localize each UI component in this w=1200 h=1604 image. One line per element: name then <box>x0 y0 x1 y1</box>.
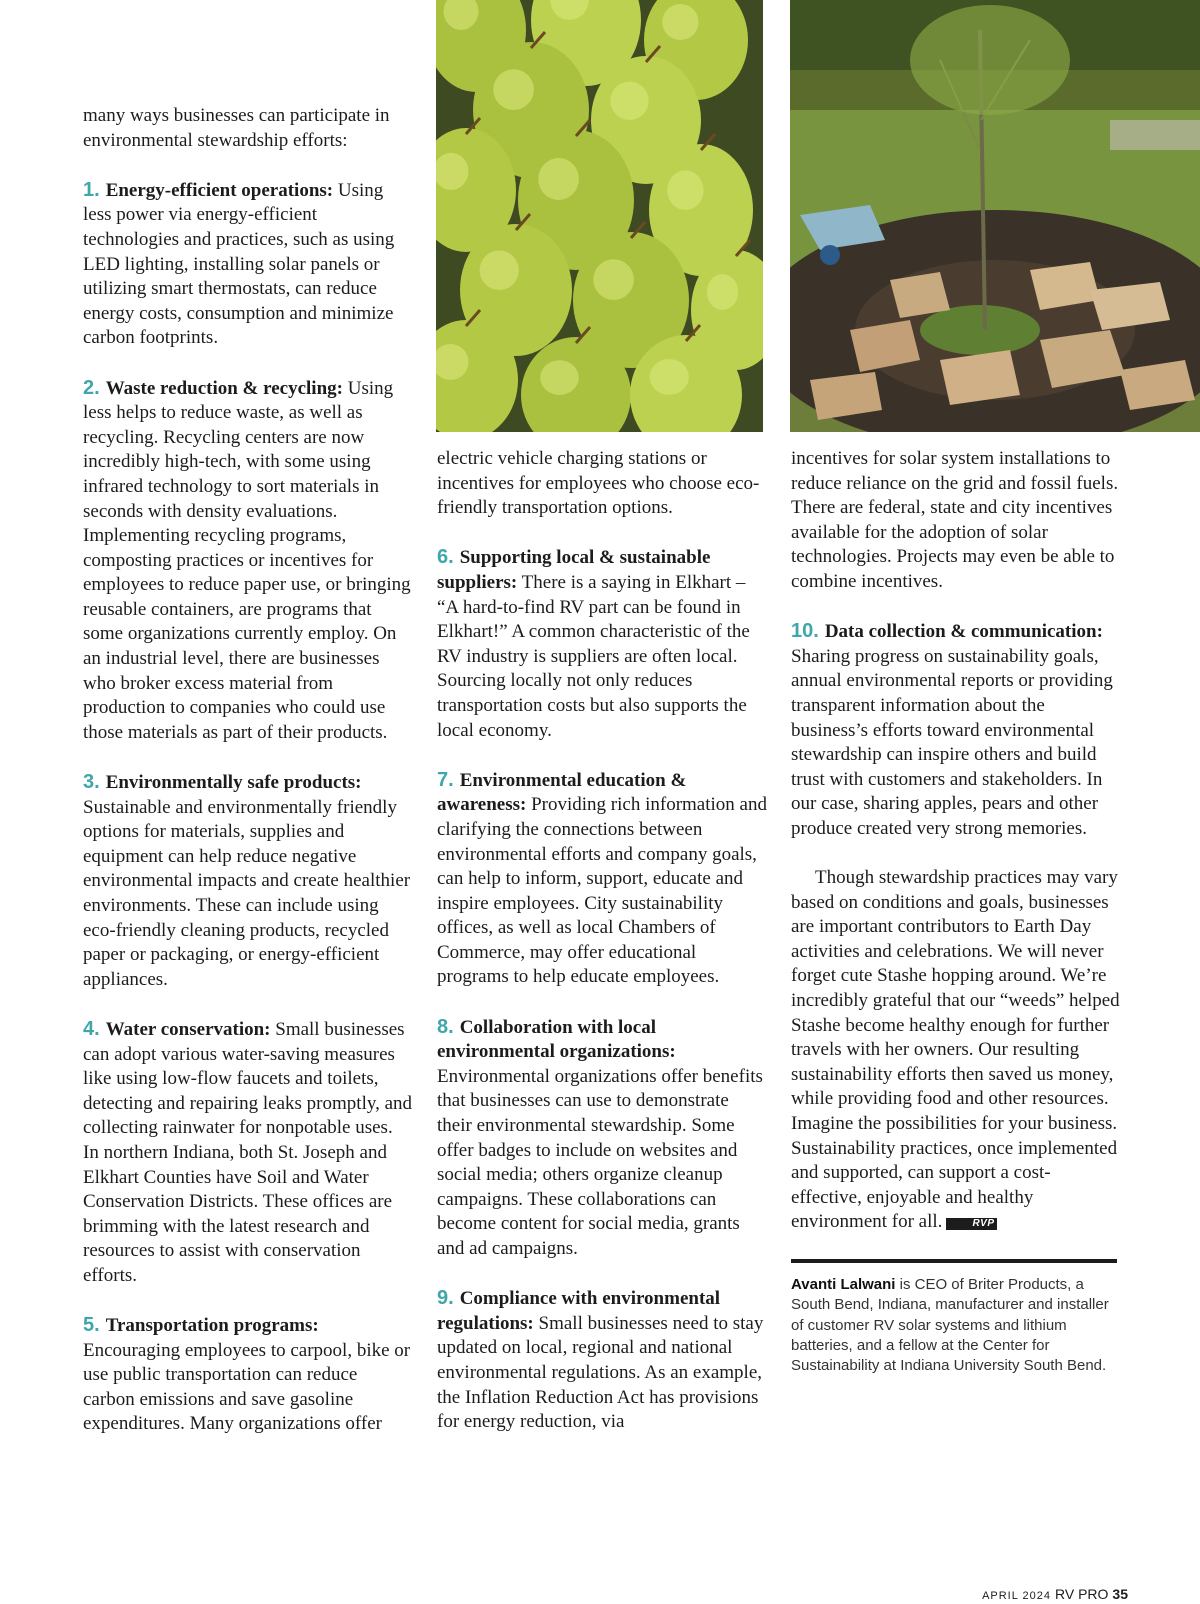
closing-text: Though stewardship practices may vary based on conditions and goals, businesses are important contributors to Earth Day activities and celebrations. We will never forget cute Stashe hopping around. We’re incredibly grateful that our “weeds” helped Stashe become healthy enough for further travels with her owners. Our resulting sustainability efforts then saved us money, while providing food and other resources. Imagine the possibilities for your business. Sustainability practices, once implemented and supported, can support a cost-effective, enjoyable and healthy environment for all. <box>791 867 1120 1233</box>
intro-paragraph: many ways businesses can participate in environmental stewardship efforts: <box>83 105 390 151</box>
tree-illustration <box>790 0 1200 432</box>
bio-divider <box>791 1259 1117 1263</box>
item-heading: Environmentally safe products: <box>105 772 362 794</box>
list-item-5 <box>83 1313 413 1437</box>
item-number: 1. <box>83 178 100 201</box>
item-heading: Compliance with environmental regulations: <box>437 1288 721 1334</box>
item-heading: Supporting local & sustainable suppliers: <box>437 547 711 593</box>
page-footer <box>982 1586 1128 1604</box>
item-heading: Environmental education & awareness: <box>437 769 687 816</box>
pears-photo <box>436 0 763 432</box>
item-number: 3. <box>83 771 100 794</box>
column-3 <box>791 447 1121 1376</box>
column-2 <box>437 447 767 1459</box>
item-number: 4. <box>83 1017 100 1040</box>
list-item-2 <box>83 376 413 746</box>
item-number: 10. <box>791 620 819 643</box>
item-body: Small businesses need to stay updated on local, regional and national environmental regulations. As an example, the Inflation Reduction Act has provisions for energy reduction, via <box>437 1312 764 1433</box>
item-heading: Transportation programs: <box>105 1315 319 1337</box>
list-item-6 <box>437 545 767 743</box>
author-bio <box>791 1275 1121 1376</box>
column-1 <box>83 104 413 1462</box>
item-number: 5. <box>83 1314 100 1337</box>
list-item-10 <box>791 619 1121 841</box>
item-body: Environmental organizations offer benefits that businesses can use to demonstrate their environmental stewardship. Some offer badges to include on websites and social media; others organize cleanup campaigns. These collaborations can become content for social media, grants and ad campaigns. <box>437 1065 763 1259</box>
item-body: Small businesses can adopt various water-saving measures like using low-flow faucets and toilets, detecting and repairing leaks promptly, and collecting rainwater for nonpotable uses. In northern Indiana, both St. Joseph and Elkhart Counties have Soil and Water Conservation Districts. These offices are brimming with the latest research and resources to assist with conservation efforts. <box>83 1018 413 1286</box>
continuation-paragraph: electric vehicle charging stations or incentives for employees who choose eco-friendly transportation options. <box>437 448 760 519</box>
item-body: Using less power via energy-efficient technologies and practices, such as using LED lighting, installing solar panels or utilizing smart thermostats, can reduce energy costs, consumption and minimize carbon footprints. <box>83 179 395 349</box>
continuation-paragraph: incentives for solar system installations to reduce reliance on the grid and fossil fuels. There are federal, state and city incentives available for the adoption of solar technologies. Projects may even be able to combine incentives. <box>791 448 1119 592</box>
magazine-name: RV PRO <box>1054 1586 1109 1602</box>
list-item-4 <box>83 1017 413 1289</box>
item-number: 9. <box>437 1287 454 1310</box>
item-number: 2. <box>83 376 100 399</box>
list-item-9 <box>437 1286 767 1435</box>
item-heading: Data collection & communication: <box>824 621 1103 643</box>
closing-paragraph <box>791 866 1121 1235</box>
list-item-3 <box>83 770 413 992</box>
author-name: Avanti Lalwani <box>791 1276 896 1293</box>
tree-planting-photo <box>790 0 1200 432</box>
item-number: 7. <box>437 768 454 791</box>
rvp-end-mark-icon: RVP <box>946 1218 996 1230</box>
item-body: There is a saying in Elkhart – “A hard-to-find RV part can be found in Elkhart!” A common characteristic of the RV industry is suppliers are often local. Sourcing locally not only reduces transportation costs but also supports the local economy. <box>437 571 750 741</box>
item-number: 6. <box>437 546 454 569</box>
page-number: 35 <box>1112 1586 1128 1602</box>
list-item-7 <box>437 768 767 990</box>
item-heading: Collaboration with local environmental organizations: <box>437 1016 676 1063</box>
item-heading: Waste reduction & recycling: <box>105 377 343 399</box>
author-description: is CEO of Briter Products, a South Bend, Indiana, manufacturer and installer of customer RV solar systems and lithium batteries, and a fellow at the Center for Sustainability at Indiana University South Bend. <box>791 1276 1109 1375</box>
list-item-1 <box>83 178 413 351</box>
item-body: Sustainable and environmentally friendly options for materials, supplies and equipment can help reduce negative environmental impacts and create healthier environments. These can include using eco-friendly cleaning products, recycled paper or packaging, or energy-efficient appliances. <box>83 796 411 990</box>
item-body: Sharing progress on sustainability goals, annual environmental reports or providing transparent information about the business’s efforts toward environmental stewardship can inspire others and build trust with customers and stakeholders. In our case, sharing apples, pears and other produce created very strong memories. <box>791 645 1113 839</box>
item-body: Encouraging employees to carpool, bike or use public transportation can reduce carbon emissions and save gasoline expenditures. Many organizations offer <box>83 1339 411 1435</box>
issue-date: APRIL 2024 <box>982 1590 1051 1602</box>
item-heading: Energy-efficient operations: <box>105 179 334 201</box>
item-number: 8. <box>437 1015 454 1038</box>
item-body: Providing rich information and clarifying the connections between environmental efforts and company goals, can help to inform, support, educate and inspire employees. City sustainability offices, as well as local Chambers of Commerce, may offer educational programs to help educate employees. <box>437 794 767 988</box>
item-heading: Water conservation: <box>105 1018 271 1040</box>
pears-illustration <box>436 0 763 432</box>
item-body: Using less helps to reduce waste, as well as recycling. Recycling centers are now incredibly high-tech, with some using infrared technology to sort materials in seconds with density evaluations. Implementing recycling programs, composting practices or incentives for employees to reduce paper use, or bringing reusable containers, are programs that some organizations currently employ. On an industrial level, there are businesses who broker excess material from production to companies who could use those materials as part of their products. <box>83 377 411 743</box>
list-item-8 <box>437 1015 767 1262</box>
